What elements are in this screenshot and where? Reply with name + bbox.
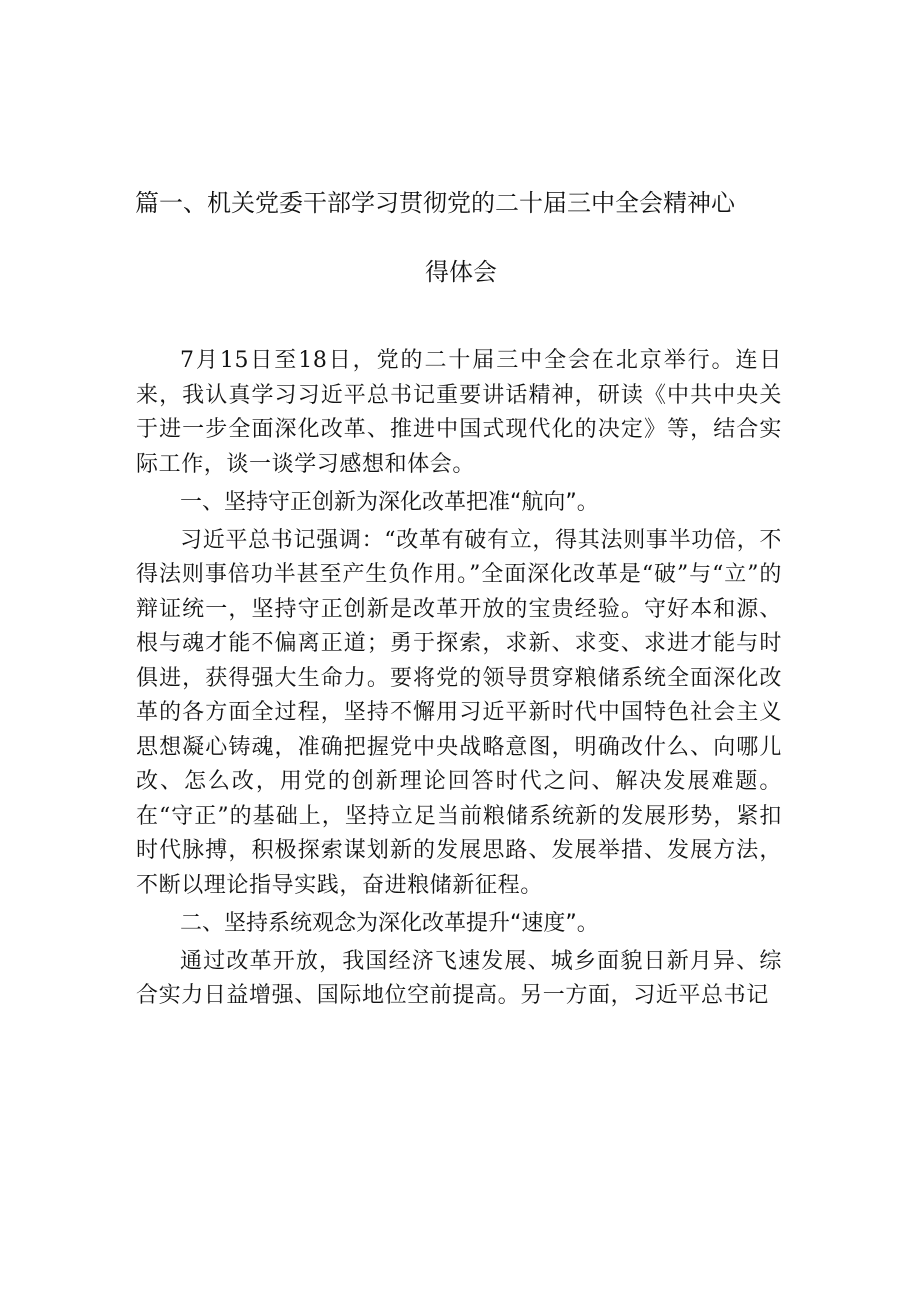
section-2-paragraph: 通过改革开放，我国经济飞速发展、城乡面貌日新月异、综合实力日益增强、国际地位空前提高。另一方面，习近平总书记 <box>136 948 782 1008</box>
section-1-paragraph: 习近平总书记强调：“改革有破有立，得其法则事半功倍，不得法则事倍功半甚至产生负作用。”全面深化改革是“破”与“立”的辩证统一，坚持守正创新是改革开放的宝贵经验。守好本和源、根与魂才能不偏离正道；勇于探索，求新、求变、求进才能与时俱进，获得强大生命力。要将党的领导贯穿粮储系统全面深化改革的各方面全过程，坚持不懈用习近平新时代中国特色社会主义思想凝心铸魂，准确把握党中央战略意图，明确改什么、向哪儿改、怎么改，用党的创新理论回答时代之问、解决发展难题。在“守正”的基础上，坚持立足当前粮储系统新的发展形势，紧扣时代脉搏，积极探索谋划新的发展思路、发展举措、发展方法，不断以理论指导实践，奋进粮储新征程。 <box>136 527 782 898</box>
intro-paragraph: 7月15日至18日，党的二十届三中全会在北京举行。连日来，我认真学习习近平总书记重要讲话精神，研读《中共中央关于进一步全面深化改革、推进中国式现代化的决定》等，结合实际工作，谈一谈学习感想和体会。 <box>136 348 782 477</box>
document-title-line-2: 得体会 <box>425 258 497 286</box>
section-2-heading: 二、坚持系统观念为深化改革提升“速度”。 <box>180 911 599 936</box>
section-1-heading: 一、坚持守正创新为深化改革把准“航向”。 <box>180 490 599 515</box>
document-title-line-1: 篇一、机关党委干部学习贯彻党的二十届三中全会精神心 <box>135 189 735 217</box>
document-body <box>136 344 782 1014</box>
